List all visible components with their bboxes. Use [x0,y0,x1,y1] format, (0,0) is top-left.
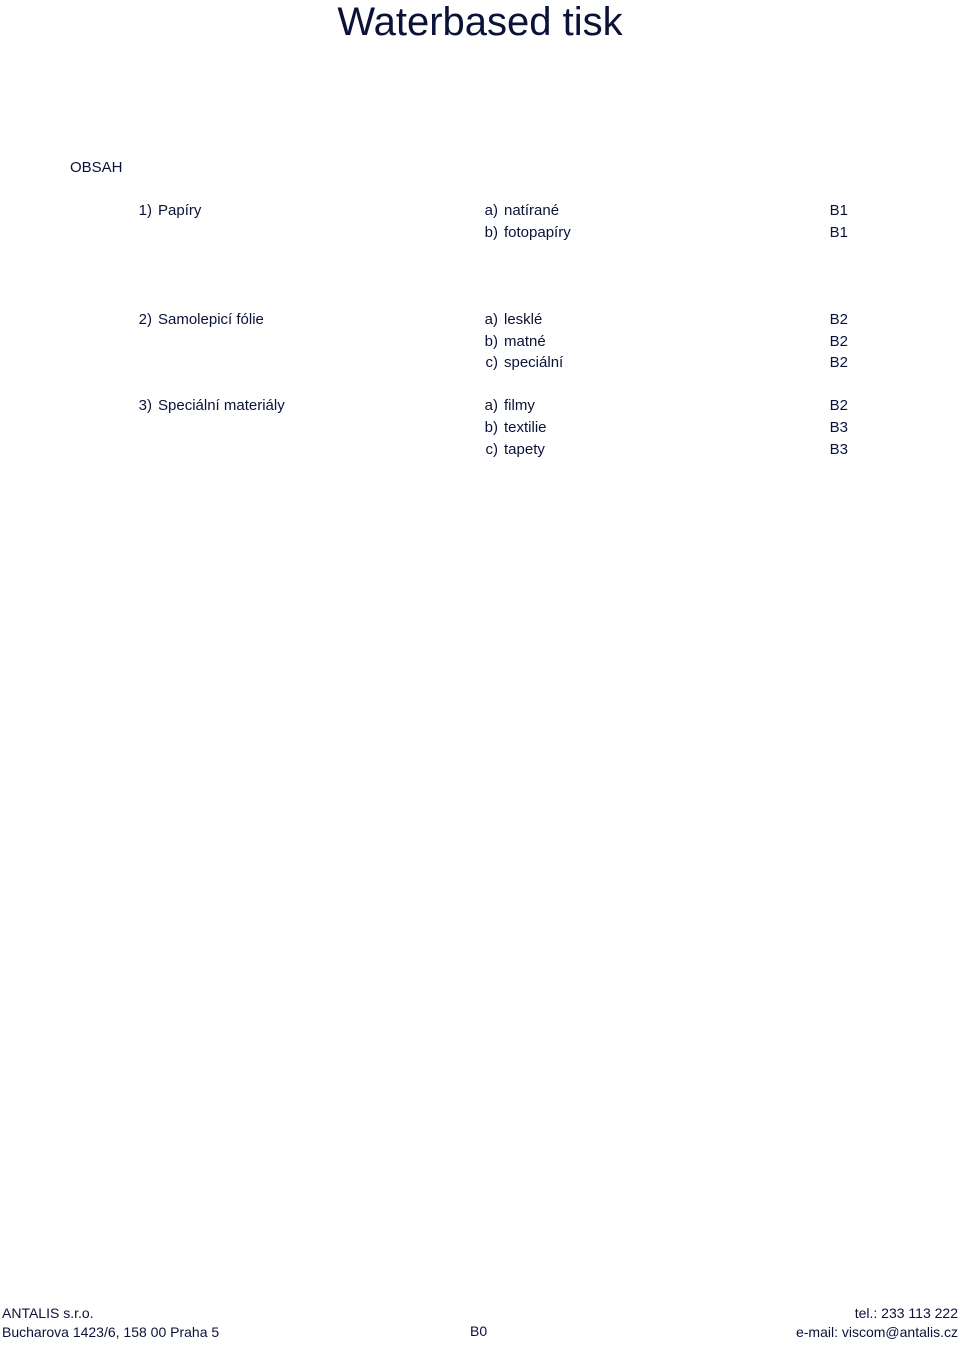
item-label: fotopapíry [504,224,571,241]
item-letter: b) [484,224,498,241]
group-category: Samolepicí fólie [158,311,264,328]
item-code: B3 [829,419,848,436]
footer-email: e-mail: viscom@antalis.cz [795,1324,958,1340]
item-letter: b) [484,419,498,436]
item-label: tapety [504,441,545,458]
footer-page-code: B0 [470,1323,488,1339]
group-number: 3) [138,397,152,414]
item-code: B2 [829,333,848,350]
item-code: B2 [829,354,848,371]
item-letter: c) [485,441,498,458]
item-letter: a) [484,202,498,219]
item-label: textilie [504,419,547,436]
contents-row [0,331,960,353]
item-code: B3 [829,441,848,458]
contents-row [0,439,960,461]
contents-row [0,417,960,439]
contents-row [0,200,960,222]
item-code: B1 [829,202,848,219]
group-category: Speciální materiály [158,397,285,414]
contents-row [0,309,960,331]
group-number: 2) [138,311,152,328]
item-letter: c) [485,354,498,371]
footer-company: ANTALIS s.r.o. [2,1305,94,1321]
item-letter: b) [484,333,498,350]
item-label: lesklé [504,311,543,328]
contents-heading: OBSAH [70,159,123,176]
item-label: speciální [504,354,564,371]
footer-phone: tel.: 233 113 222 [854,1305,958,1321]
item-code: B1 [829,224,848,241]
item-label: filmy [504,397,535,414]
contents-row [0,352,960,374]
item-label: natírané [504,202,560,219]
item-code: B2 [829,311,848,328]
item-letter: a) [484,397,498,414]
group-category: Papíry [158,202,202,219]
item-letter: a) [484,311,498,328]
contents-row [0,222,960,244]
page-title: Waterbased tisk [337,0,623,44]
footer-address: Bucharova 1423/6, 158 00 Praha 5 [2,1324,220,1340]
group-number: 1) [138,202,152,219]
item-code: B2 [829,397,848,414]
contents-row [0,395,960,417]
item-label: matné [504,333,546,350]
